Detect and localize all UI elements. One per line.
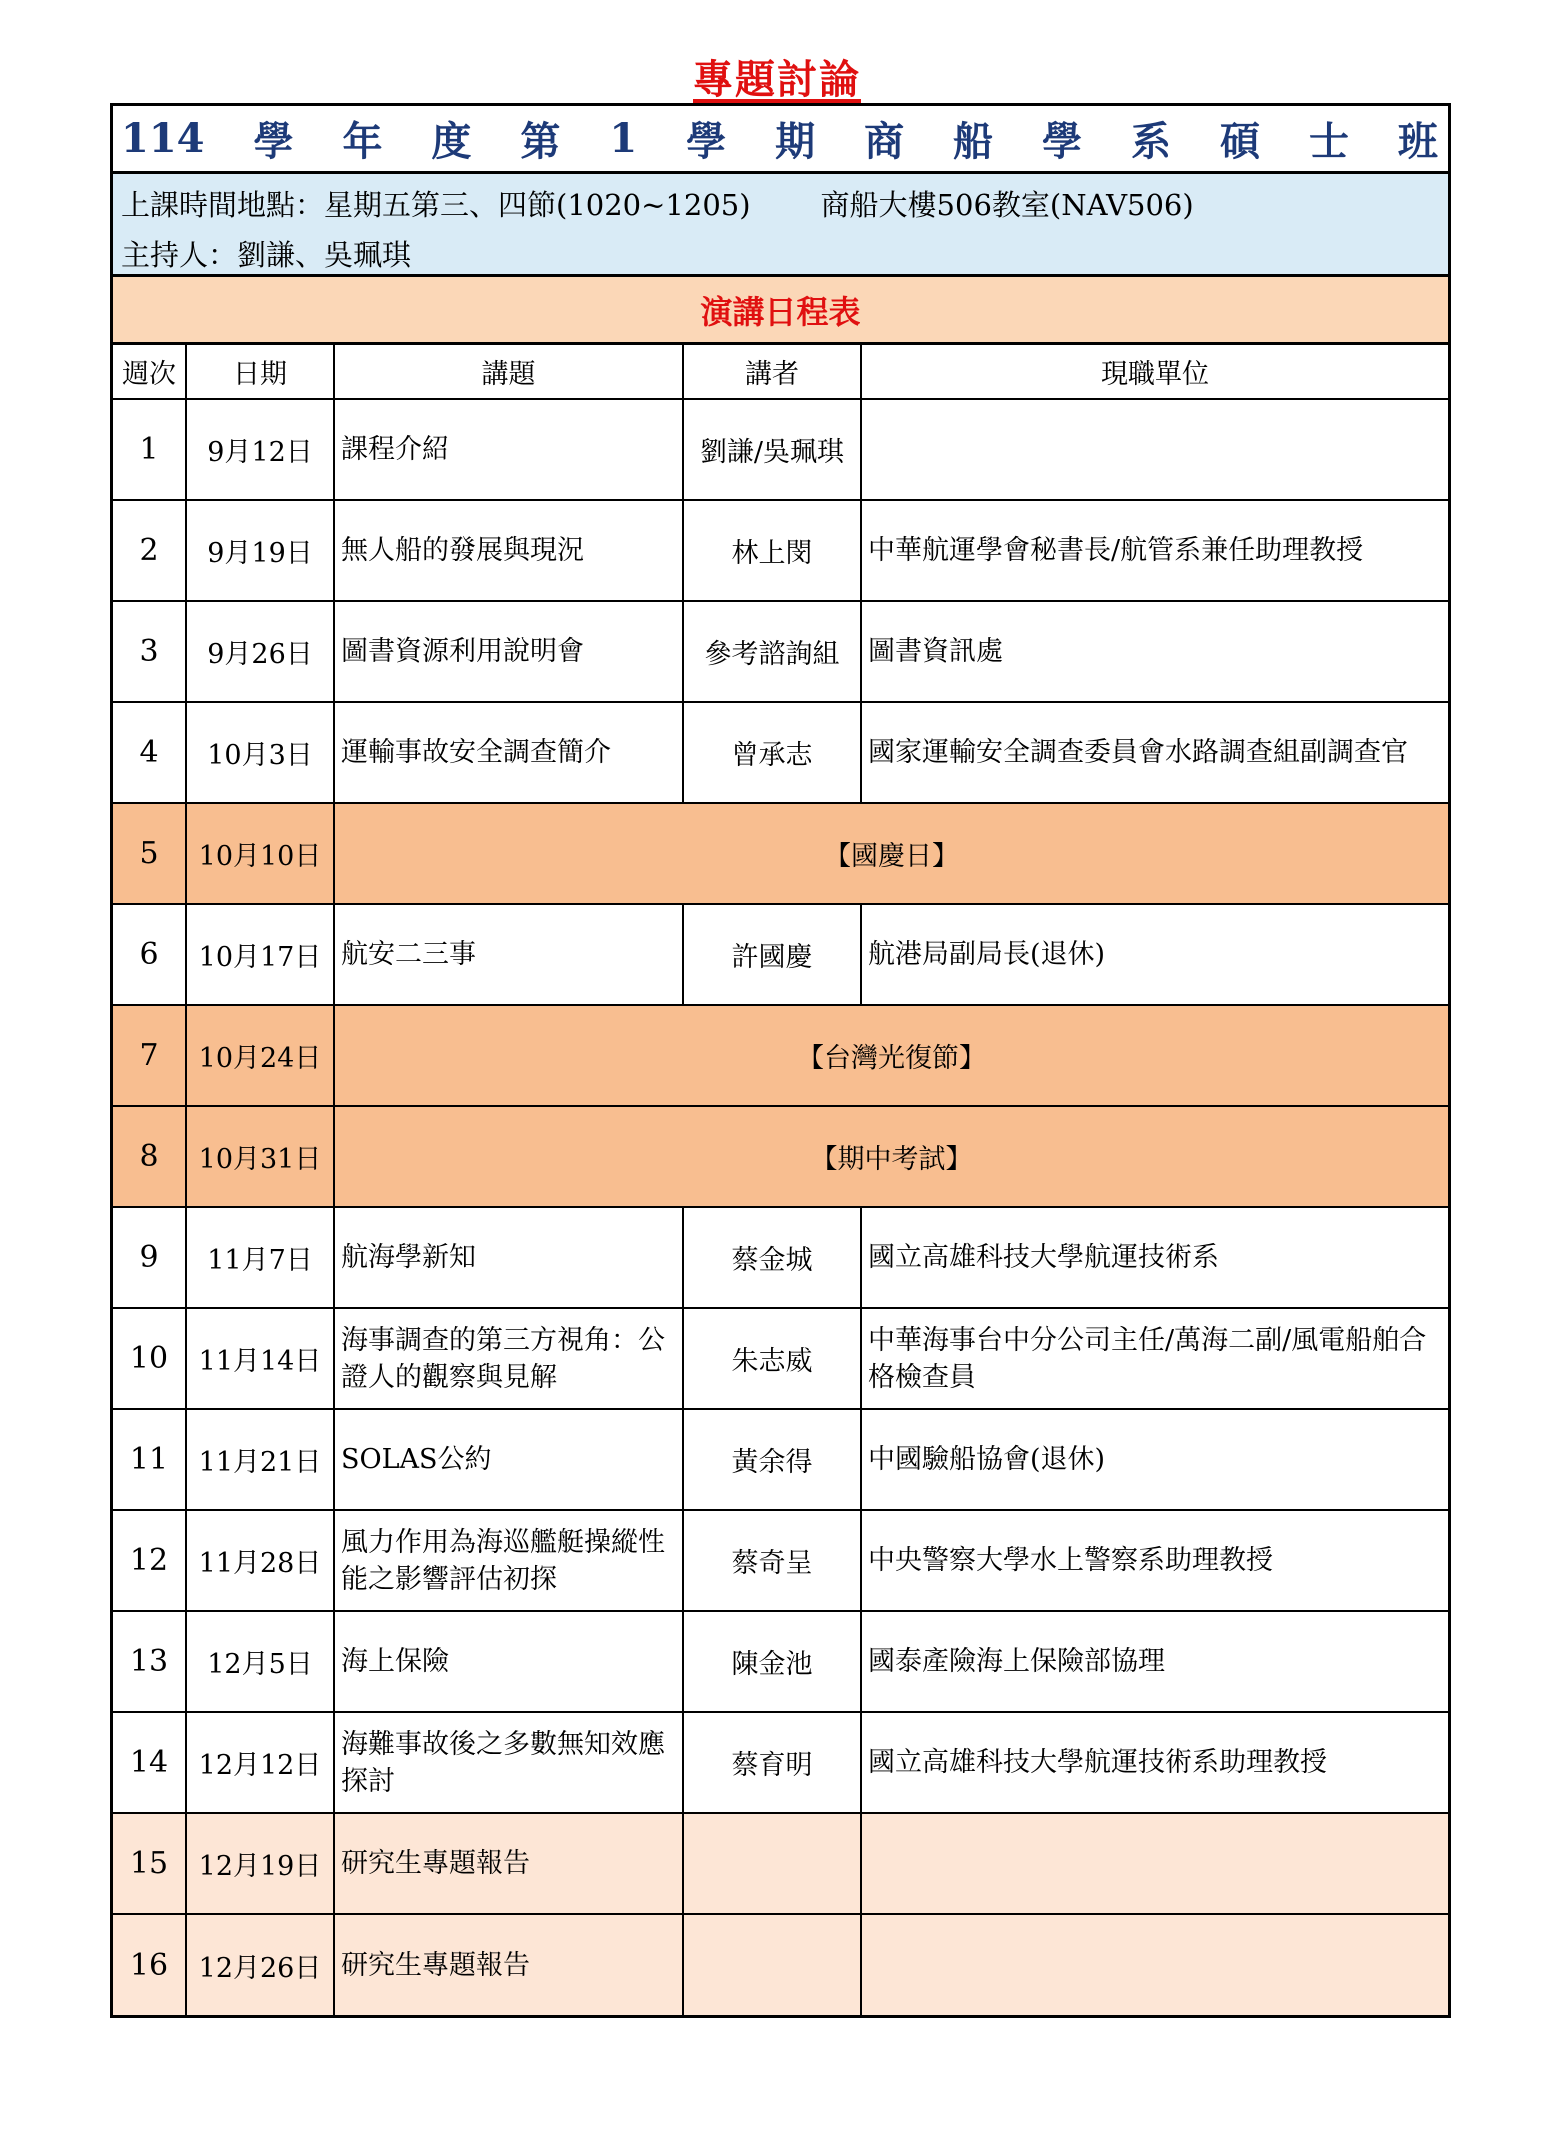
header-speaker: 講者: [683, 345, 861, 399]
cell-organization: 國立高雄科技大學航運技術系: [861, 1207, 1448, 1308]
schedule-frame: [110, 103, 1451, 2018]
cell-week: 14: [113, 1712, 186, 1813]
banner-char: 士: [1308, 118, 1349, 165]
cell-holiday: 【台灣光復節】: [334, 1005, 1448, 1106]
cell-holiday: 【國慶日】: [334, 803, 1448, 904]
cell-week: 13: [113, 1611, 186, 1712]
cell-organization: 中國驗船協會(退休): [861, 1409, 1448, 1510]
cell-organization: [861, 399, 1448, 500]
cell-speaker: [683, 1813, 861, 1914]
banner-char: 年: [342, 118, 383, 165]
cell-topic: 無人船的發展與現況: [334, 500, 683, 601]
cell-organization: 中華航運學會秘書長/航管系兼任助理教授: [861, 500, 1448, 601]
cell-week: 8: [113, 1106, 186, 1207]
cell-speaker: 朱志威: [683, 1308, 861, 1409]
cell-date: 9月19日: [186, 500, 334, 601]
banner-char: 學: [686, 118, 727, 165]
cell-date: 10月10日: [186, 803, 334, 904]
banner-char: 1: [609, 115, 638, 162]
cell-topic: SOLAS公約: [334, 1409, 683, 1510]
cell-speaker: 參考諮詢組: [683, 601, 861, 702]
cell-week: 1: [113, 399, 186, 500]
schedule-title: 演講日程表: [113, 277, 1448, 345]
cell-organization: 國泰產險海上保險部協理: [861, 1611, 1448, 1712]
cell-week: 7: [113, 1005, 186, 1106]
cell-week: 11: [113, 1409, 186, 1510]
cell-organization: 國家運輸安全調查委員會水路調查組副調查官: [861, 702, 1448, 803]
banner-char: 商: [864, 118, 905, 165]
cell-date: 12月5日: [186, 1611, 334, 1712]
banner-char: 船: [953, 118, 994, 165]
cell-topic: 研究生專題報告: [334, 1914, 683, 2015]
cell-date: 10月31日: [186, 1106, 334, 1207]
cell-topic: 海上保險: [334, 1611, 683, 1712]
time-place-line: [121, 180, 1440, 230]
table-row: [113, 1409, 1448, 1510]
cell-topic: 圖書資源利用說明會: [334, 601, 683, 702]
cell-date: 12月12日: [186, 1712, 334, 1813]
header-organization: 現職單位: [861, 345, 1448, 399]
cell-organization: 中央警察大學水上警察系助理教授: [861, 1510, 1448, 1611]
table-row: [113, 399, 1448, 500]
cell-date: 11月7日: [186, 1207, 334, 1308]
hosts-line: 主持人：劉謙、吳珮琪: [121, 238, 412, 272]
course-info: [113, 174, 1448, 277]
cell-week: 15: [113, 1813, 186, 1914]
cell-week: 12: [113, 1510, 186, 1611]
table-row: [113, 1813, 1448, 1914]
cell-speaker: 林上閔: [683, 500, 861, 601]
cell-speaker: 蔡奇呈: [683, 1510, 861, 1611]
banner-char: 學: [253, 118, 294, 165]
program-banner: [113, 106, 1448, 174]
cell-topic: 運輸事故安全調查簡介: [334, 702, 683, 803]
cell-speaker: 黃余得: [683, 1409, 861, 1510]
cell-organization: 圖書資訊處: [861, 601, 1448, 702]
schedule-table: [113, 345, 1448, 2015]
table-header-row: [113, 345, 1448, 399]
cell-speaker: 劉謙/吳珮琪: [683, 399, 861, 500]
cell-week: 5: [113, 803, 186, 904]
cell-organization: [861, 1813, 1448, 1914]
table-row: [113, 1106, 1448, 1207]
table-row: [113, 1207, 1448, 1308]
cell-date: 11月28日: [186, 1510, 334, 1611]
cell-organization: 中華海事台中分公司主任/萬海二副/風電船舶合格檢查員: [861, 1308, 1448, 1409]
banner-char: 系: [1131, 118, 1171, 165]
cell-holiday: 【期中考試】: [334, 1106, 1448, 1207]
cell-date: 11月14日: [186, 1308, 334, 1409]
cell-organization: 國立高雄科技大學航運技術系助理教授: [861, 1712, 1448, 1813]
cell-speaker: 蔡育明: [683, 1712, 861, 1813]
table-row: [113, 1005, 1448, 1106]
table-row: [113, 702, 1448, 803]
cell-week: 4: [113, 702, 186, 803]
table-row: [113, 1712, 1448, 1813]
banner-char: 114: [121, 115, 205, 162]
cell-topic: 海難事故後之多數無知效應探討: [334, 1712, 683, 1813]
cell-speaker: 蔡金城: [683, 1207, 861, 1308]
cell-topic: 研究生專題報告: [334, 1813, 683, 1914]
cell-speaker: 許國慶: [683, 904, 861, 1005]
cell-week: 3: [113, 601, 186, 702]
cell-date: 12月26日: [186, 1914, 334, 2015]
table-row: [113, 1611, 1448, 1712]
cell-organization: [861, 1914, 1448, 2015]
banner-char: 學: [1042, 118, 1083, 165]
cell-date: 12月19日: [186, 1813, 334, 1914]
cell-speaker: 曾承志: [683, 702, 861, 803]
cell-speaker: [683, 1914, 861, 2015]
cell-topic: 課程介紹: [334, 399, 683, 500]
banner-char: 第: [520, 118, 561, 165]
table-row: [113, 1308, 1448, 1409]
cell-week: 6: [113, 904, 186, 1005]
table-row: [113, 601, 1448, 702]
cell-speaker: 陳金池: [683, 1611, 861, 1712]
cell-week: 2: [113, 500, 186, 601]
cell-date: 10月17日: [186, 904, 334, 1005]
cell-week: 9: [113, 1207, 186, 1308]
cell-date: 9月12日: [186, 399, 334, 500]
banner-char: 度: [431, 118, 472, 165]
cell-date: 11月21日: [186, 1409, 334, 1510]
table-row: [113, 500, 1448, 601]
cell-topic: 航海學新知: [334, 1207, 683, 1308]
classroom: 商船大樓506教室(NAV506): [820, 188, 1194, 222]
cell-topic: 海事調查的第三方視角：公證人的觀察與見解: [334, 1308, 683, 1409]
cell-organization: 航港局副局長(退休): [861, 904, 1448, 1005]
table-row: [113, 904, 1448, 1005]
banner-char: 碩: [1219, 118, 1260, 165]
table-row: [113, 1510, 1448, 1611]
banner-char: 班: [1397, 118, 1438, 165]
banner-char: 期: [775, 118, 816, 165]
table-row: [113, 803, 1448, 904]
cell-topic: 航安二三事: [334, 904, 683, 1005]
header-topic: 講題: [334, 345, 683, 399]
cell-week: 16: [113, 1914, 186, 2015]
cell-date: 10月24日: [186, 1005, 334, 1106]
header-date: 日期: [186, 345, 334, 399]
cell-date: 10月3日: [186, 702, 334, 803]
cell-topic: 風力作用為海巡艦艇操縱性能之影響評估初探: [334, 1510, 683, 1611]
table-row: [113, 1914, 1448, 2015]
header-week: 週次: [113, 345, 186, 399]
cell-date: 9月26日: [186, 601, 334, 702]
time-place: 上課時間地點：星期五第三、四節(1020~1205): [121, 188, 751, 222]
cell-week: 10: [113, 1308, 186, 1409]
document-title: 專題討論: [693, 56, 861, 103]
